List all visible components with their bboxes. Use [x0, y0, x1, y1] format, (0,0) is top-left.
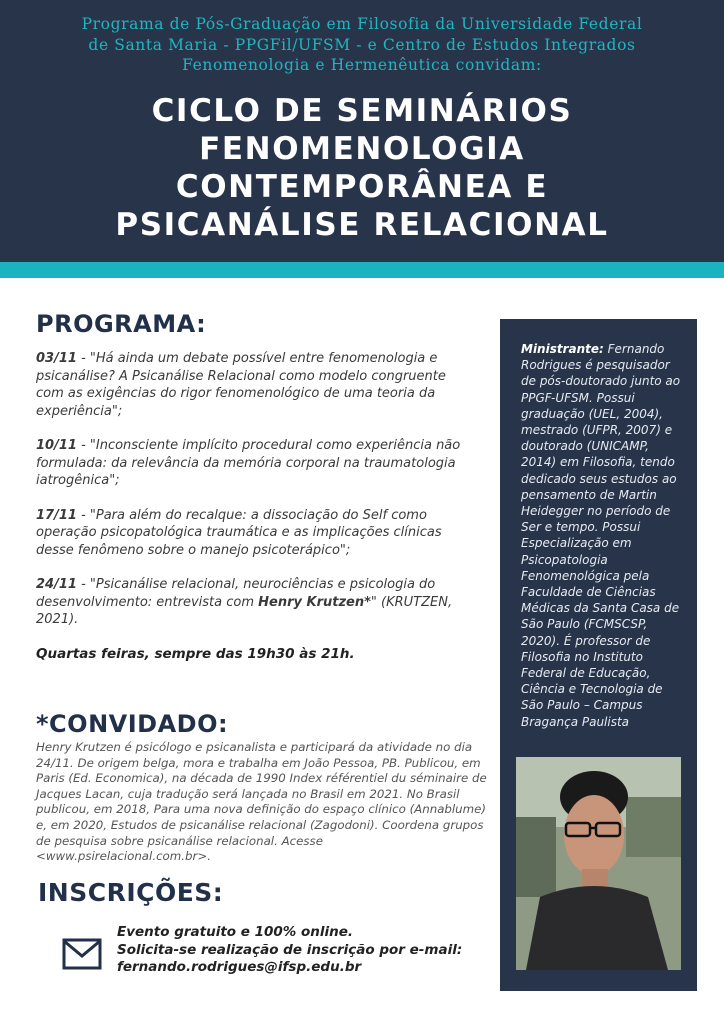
registration-email[interactable]: fernando.rodrigues@ifsp.edu.br [117, 959, 362, 975]
event-title [20, 92, 704, 244]
session-text: - "Para além do recalque: a dissociação do Self como operação psicopatológica traumática e as implicações clínicas desse fenômeno sobre o manejo psicoterápico"; [36, 507, 442, 558]
session-item [36, 576, 476, 629]
header-banner [0, 0, 724, 262]
registration-info [117, 924, 497, 977]
session-item [36, 507, 476, 560]
envelope-icon [62, 938, 102, 970]
registration-line: Solicita-se realização de inscrição por e-mail: [117, 941, 463, 958]
guest-name: Henry Krutzen* [258, 594, 371, 610]
session-item [36, 350, 476, 420]
session-text: - "Inconsciente implícito procedural como experiência não formulada: da relevância da memória corporal na traumatologia iatrogênica"; [36, 438, 461, 488]
session-item [36, 437, 476, 490]
title-line: CONTEMPORÂNEA E [175, 169, 549, 205]
title-line: FENOMENOLOGIA [199, 131, 525, 167]
intro-line: Programa de Pós-Graduação em Filosofia da Universidade Federal [81, 15, 643, 33]
session-date: 17/11 [36, 507, 77, 523]
session-list [36, 350, 476, 680]
speaker-bio [521, 341, 685, 730]
registration-line: Evento gratuito e 100% online. [117, 924, 354, 940]
convidado-heading: *CONVIDADO: [36, 710, 229, 738]
invitation-text [30, 14, 694, 76]
title-line: CICLO DE SEMINÁRIOS [151, 93, 573, 129]
speaker-label: Ministrante: [521, 342, 604, 356]
speaker-sidebar [500, 319, 697, 991]
session-text: - "Há ainda um debate possível entre fenomenologia e psicanálise? A Psicanálise Relacional como modelo congruente com as exigências do rigor fenomenológico de uma teoria da experiência"; [36, 351, 446, 419]
session-date: 24/11 [36, 577, 77, 592]
session-date: 03/11 [36, 351, 77, 366]
speaker-bio-text: Fernando Rodrigues é pesquisador de pós-doutorado junto ao PPGF-UFSM. Possui graduação (UEL, 2004), mestrado (UFPR, 2007) e doutorado (UNICAMP, 2014) em Filosofia, tendo dedicado seus estudos ao pensamento de Martin Heidegger no período de Ser e tempo. Possui Especialização em Psicopatologia Fenomenológica pela Faculdade de Ciências Médicas da Santa Casa de São Paulo (FCMSCSP, 2020). É professor de Filosofia no Instituto Federal de Educação, Ciência e Tecnologia de São Paulo – Campus Bragança Paulista [521, 342, 681, 729]
programa-heading: PROGRAMA: [36, 310, 207, 338]
intro-line: Fenomenologia e Hermenêutica convidam: [182, 56, 542, 74]
inscricoes-heading: INSCRIÇÕES: [38, 878, 224, 907]
speaker-photo [516, 757, 681, 970]
guest-bio: Henry Krutzen é psicólogo e psicanalista e participará da atividade no dia 24/11. De origem belga, mora e trabalha em João Pessoa, PB. Publicou, em Paris (Ed. Economica), na década de 1990 Index référentiel du séminaire de Jacques Lacan, cuja tradução será lançada no Brasil em 2021. No Brasil publicou, em 2018, Para uma nova definição do espaço clínico (Annablume) e, em 2020, Estudos de psicanálise relacional (Zagodoni). Coordena grupos de pesquisa sobre psicanálise relacional. Acesse <www.psirelacional.com.br>. [36, 740, 487, 864]
session-text: " (KRUTZEN, 2021). [36, 594, 453, 627]
intro-line: de Santa Maria - PPGFil/UFSM - e Centro de Estudos Integrados [88, 35, 636, 54]
session-date: 10/11 [36, 438, 77, 453]
main-column [36, 310, 488, 975]
accent-band [0, 262, 724, 278]
schedule-note: Quartas feiras, sempre das 19h30 às 21h. [36, 645, 355, 662]
title-line: PSICANÁLISE RELACIONAL [115, 207, 609, 243]
session-text: - "Psicanálise relacional, neurociências e psicologia do desenvolvimento: entrevista com [36, 577, 436, 610]
